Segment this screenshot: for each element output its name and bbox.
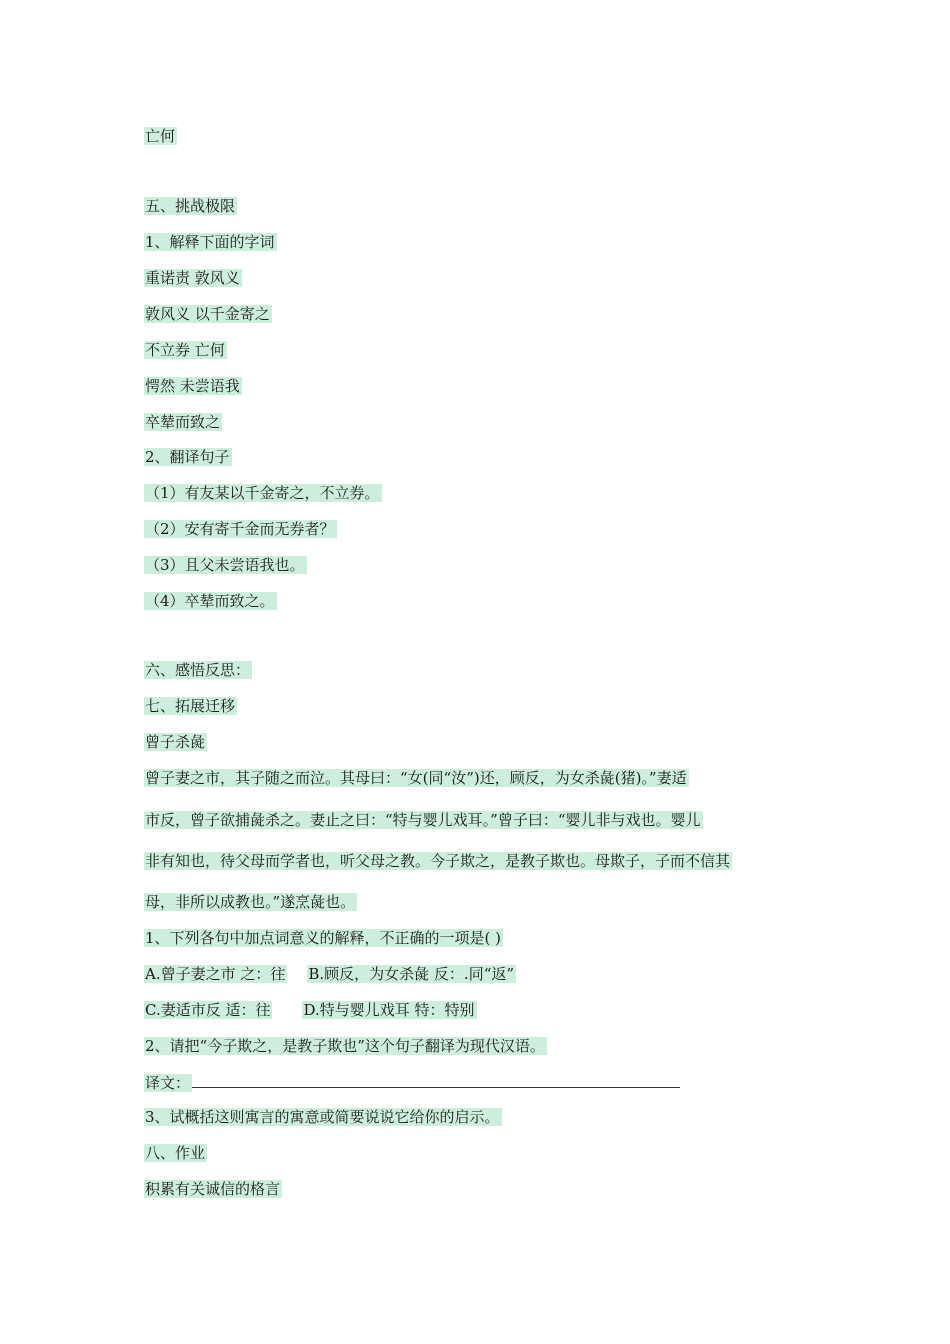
question-heading: 1、解释下面的字词	[145, 233, 275, 251]
translation-label: 译文：	[145, 1074, 191, 1092]
options-row-cd	[144, 1000, 477, 1020]
text-line: 敦风义 以千金寄之	[145, 305, 270, 323]
sentence-item: （1）有友某以千金寄之，不立券。	[145, 484, 380, 502]
text-line: 重诺责 敦风义	[145, 269, 240, 287]
passage-line: 市反，曾子欲捕彘杀之。妻止之曰：“特与婴儿戏耳。”曾子曰：“婴儿非与戏也。婴儿	[145, 811, 701, 829]
passage-title: 曾子杀彘	[145, 733, 206, 751]
text-line: 亡何	[145, 127, 176, 145]
translation-row	[144, 1072, 680, 1093]
text-line: 卒辇而致之	[145, 413, 221, 431]
passage-line: 曾子妻之市，其子随之而泣。其母曰：“女(同“汝”)还，顾反，为女杀彘(猪)。”妻适	[145, 769, 687, 787]
option-d: D.特与婴儿戏耳 特：特别	[303, 1001, 475, 1019]
options-row-ab	[144, 964, 516, 984]
option-b: B.顾反，为女杀彘 反：.同“返”	[308, 965, 515, 983]
section-heading-five: 五、挑战极限	[145, 197, 236, 215]
text-line: 愕然 未尝语我	[145, 377, 240, 395]
section-heading-seven: 七、拓展迁移	[145, 697, 236, 715]
sentence-item: （2）安有寄千金而无券者？	[145, 520, 335, 538]
option-c: C.妻适市反 适：往	[145, 1001, 271, 1019]
section-heading-six: 六、感悟反思：	[145, 661, 251, 679]
passage-line: 非有知也，待父母而学者也，听父母之教。今子欺之，是教子欺也。母欺子，子而不信其	[145, 852, 731, 870]
question-two: 2、请把“今子欺之，是教子欺也”这个句子翻译为现代汉语。	[145, 1037, 545, 1055]
passage-line: 母，非所以成教也。”遂烹彘也。	[145, 893, 356, 911]
sentence-item: （4）卒辇而致之。	[145, 592, 275, 610]
homework-line: 积累有关诚信的格言	[145, 1180, 281, 1198]
question-heading: 2、翻译句子	[145, 448, 230, 466]
question-three: 3、试概括这则寓言的寓意或简要说说它给你的启示。	[145, 1108, 500, 1126]
option-a: A.曾子妻之市 之：往	[145, 965, 286, 983]
sentence-item: （3）且父未尝语我也。	[145, 556, 305, 574]
question-one: 1、下列各句中加点词意义的解释，不正确的一项是( )	[145, 929, 502, 947]
translation-answer-blank[interactable]	[192, 1072, 680, 1088]
section-heading-eight: 八、作业	[145, 1144, 206, 1162]
text-line: 不立券 亡何	[145, 341, 225, 359]
